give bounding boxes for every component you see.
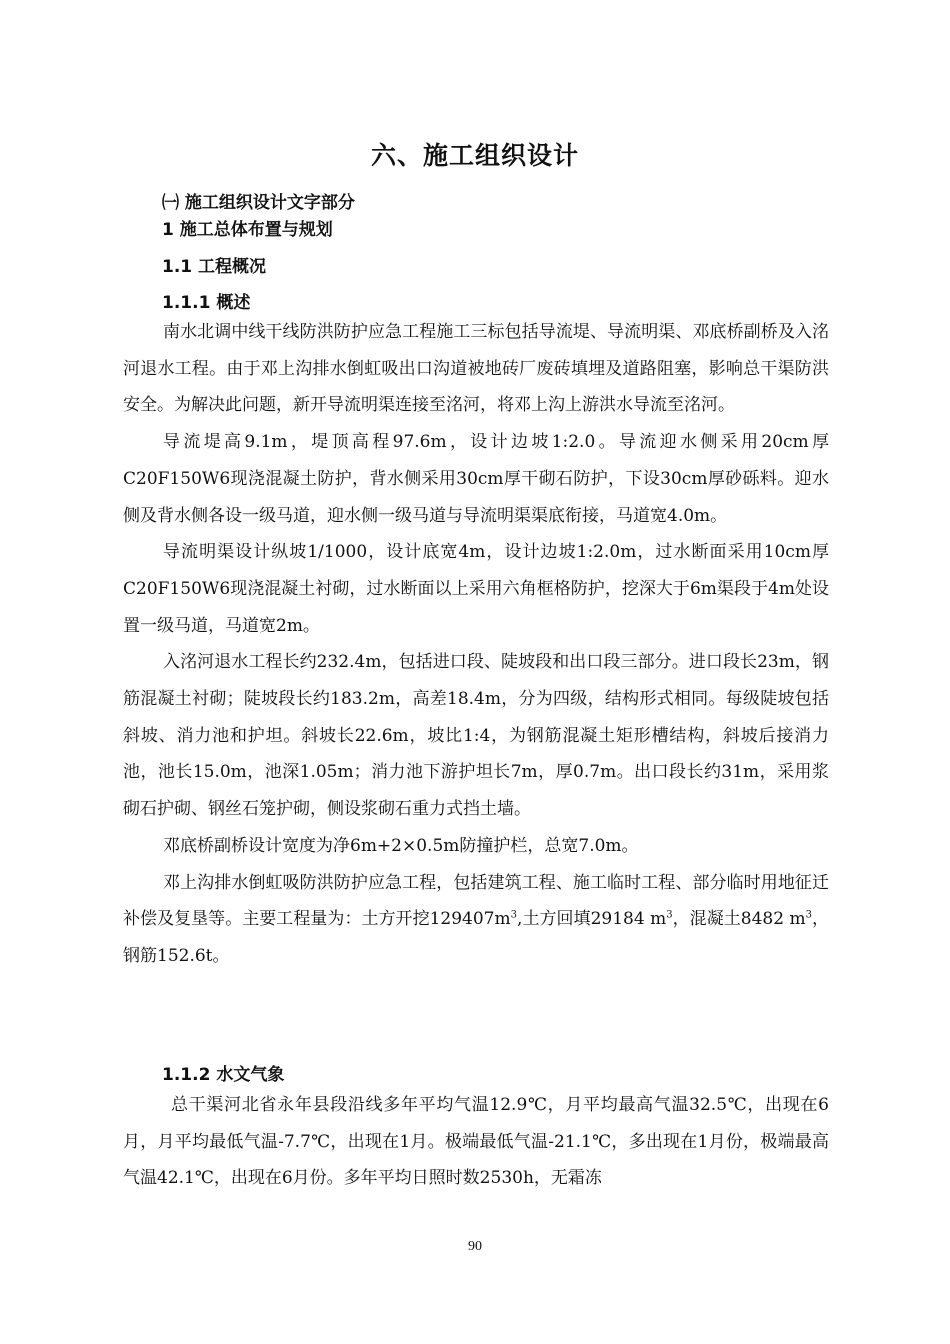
section-heading-1-1: 1.1 工程概况: [162, 257, 267, 277]
quantities-text: ,土方回填29184 m: [517, 909, 667, 930]
superscript: 3: [510, 909, 517, 921]
section-heading-1-1-1: 1.1.1 概述: [162, 293, 251, 313]
part-heading: ㈠ 施工组织设计文字部分: [162, 193, 355, 213]
section-heading-1-1-2: 1.1.2 水文气象: [162, 1065, 285, 1085]
quantities-text: ，混凝土8482 m: [672, 909, 806, 930]
paragraph: 邓底桥副桥设计宽度为净6m+2×0.5m防撞护栏，总宽7.0m。: [163, 835, 639, 856]
paragraph: 导流堤高9.1m，堤顶高程97.6m，设计边坡1:2.0。导流迎水侧采用20cm厚C20F150W6现浇混凝土防护，背水侧采用30cm厚干砌石防护，下设30cm厚砂砾料。迎水侧及背水侧各设一级马道，迎水侧一级马道与导流明渠渠底衔接，马道宽4.0m。: [123, 432, 829, 526]
paragraph: 导流明渠设计纵坡1/1000，设计底宽4m，设计边坡1:2.0m，过水断面采用10cm厚C20F150W6现浇混凝土衬砌，过水断面以上采用六角框格防护，挖深大于6m渠段于4m处设置一级马道，马道宽2m。: [123, 542, 829, 636]
superscript: 3: [666, 909, 673, 921]
page-number: 90: [468, 1239, 482, 1254]
chapter-heading: 1 施工总体布置与规划: [162, 220, 333, 240]
paragraph: 南水北调中线干线防洪防护应急工程施工三标包括导流堤、导流明渠、邓底桥副桥及入洺河退水工程。由于邓上沟排水倒虹吸出口沟道被地砖厂废砖填埋及道路阻塞，影响总干渠防洪安全。为解决此问题，新开导流明渠连接至洺河，将邓上沟上游洪水导流至洺河。: [123, 322, 829, 416]
paragraph: 总干渠河北省永年县段沿线多年平均气温12.9℃，月平均最高气温32.5℃，出现在6月，月平均最低气温-7.7℃，出现在1月。极端最低气温-21.1℃，多出现在1月份，极端最高气温42.1℃，出现在6月份。多年平均日照时数2530h，无霜冻: [123, 1095, 829, 1189]
overview-body: [123, 314, 829, 975]
quantities-text: ，钢筋152.6t。: [123, 909, 830, 966]
quantities-paragraph: [123, 865, 829, 975]
quantities-text: 邓上沟排水倒虹吸防洪防护应急工程，包括建筑工程、施工临时工程、部分临时用地征迁补偿及复垦等。主要工程量为：土方开挖129407m: [123, 872, 829, 930]
superscript: 3: [805, 909, 812, 921]
paragraph: 入洺河退水工程长约232.4m，包括进口段、陡坡段和出口段三部分。进口段长23m，钢筋混凝土衬砌；陡坡段长约183.2m，高差18.4m，分为四级，结构形式相同。每级陡坡包括斜坡、消力池和护坦。斜坡长22.6m，坡比1:4，为钢筋混凝土矩形槽结构，斜坡后接消力池，池长15.0m，池深1.05m；消力池下游护坦长7m，厚0.7m。出口段长约31m，采用浆砌石护砌、钢丝石笼护砌，侧设浆砌石重力式挡土墙。: [123, 652, 829, 820]
climate-body: [123, 1087, 829, 1197]
page-title: 六、施工组织设计: [370, 141, 579, 170]
